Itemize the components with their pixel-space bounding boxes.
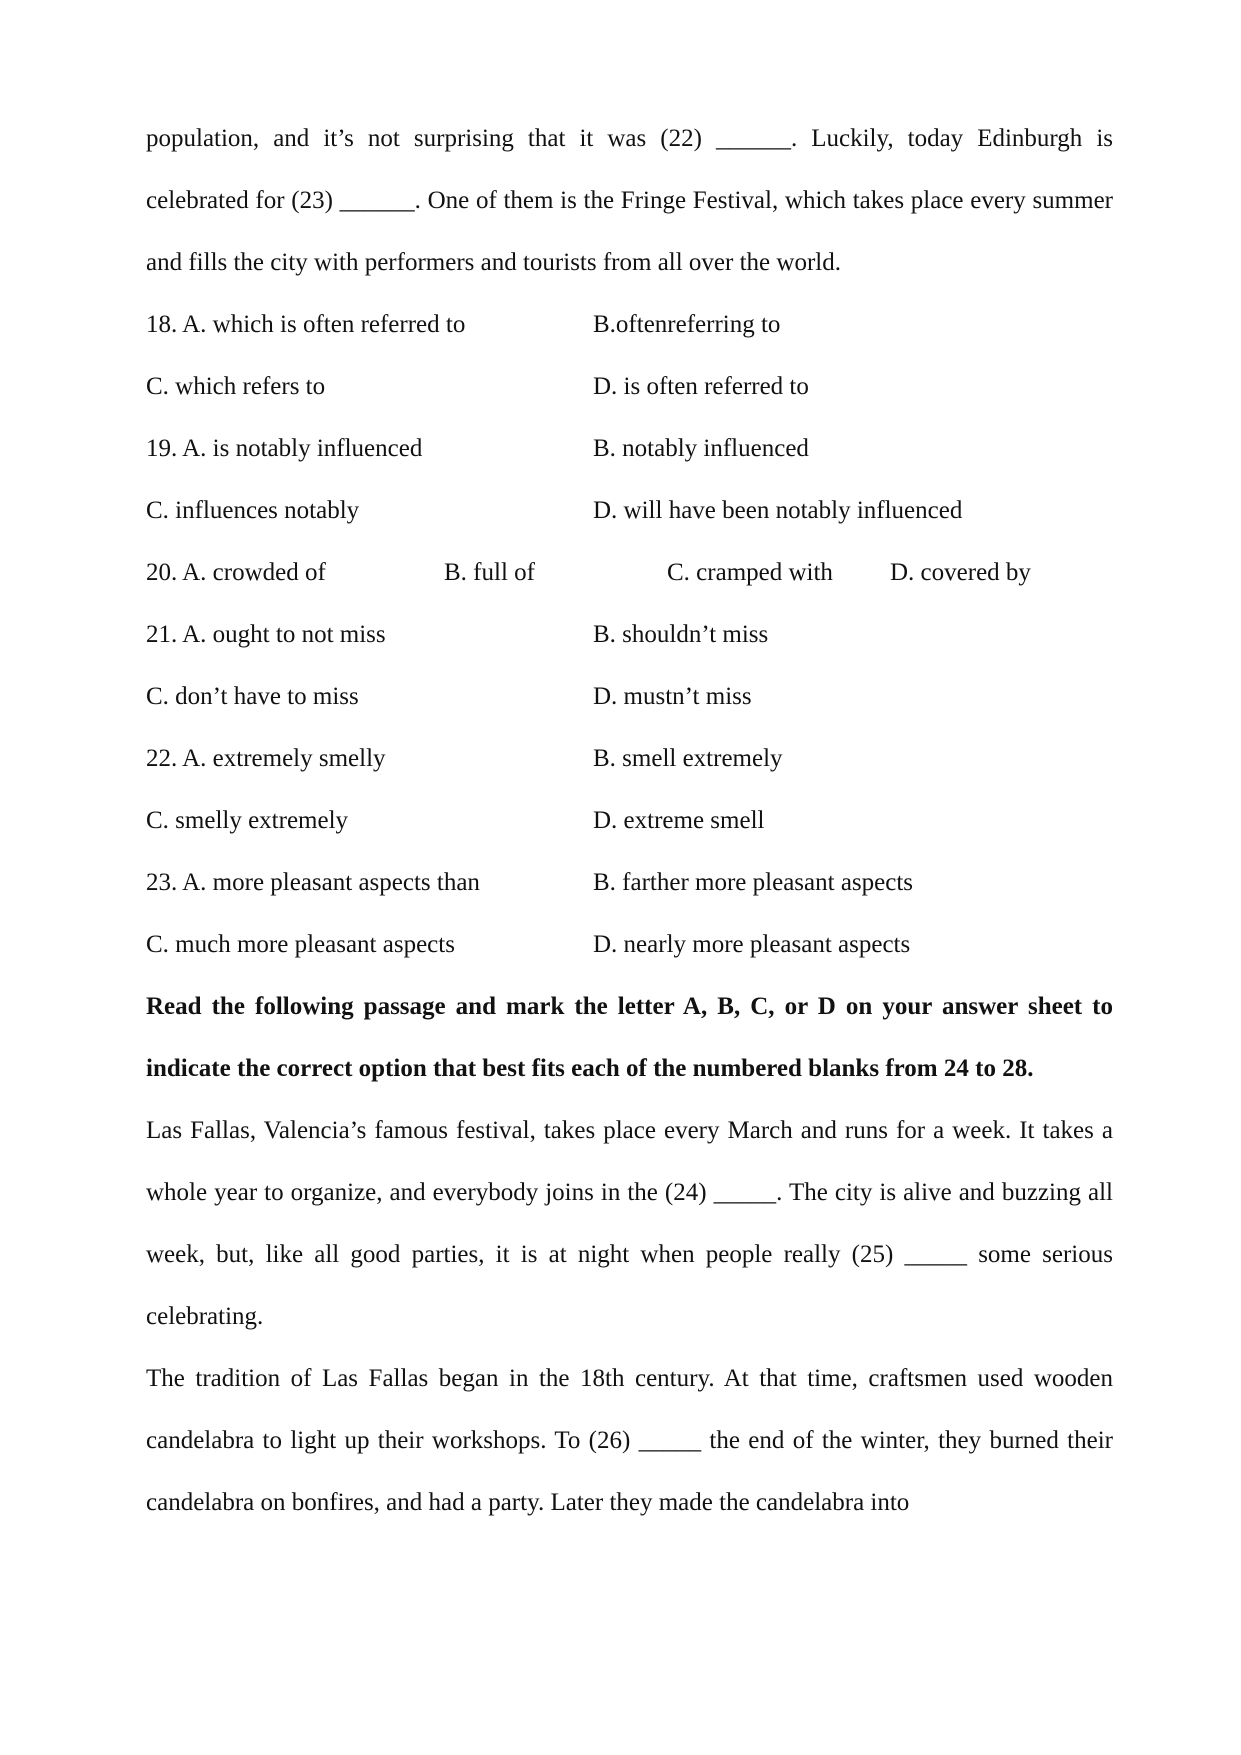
question-21-row-2 — [146, 666, 1113, 728]
question-20-option-d: D. covered by — [890, 559, 1031, 586]
question-20-option-b: B. full of — [444, 559, 535, 586]
question-19-option-a: 19. A. is notably influenced — [146, 435, 423, 462]
question-19-option-c: C. influences notably — [146, 497, 360, 524]
question-18-row-2 — [146, 356, 1113, 418]
las-fallas-paragraph-1: Las Fallas, Valencia’s famous festival, takes place every March and runs for a week. It takes a whole year to organize, and everybody joins in the (24) _____. The city is alive and buzzing all week, but, like all good parties, it is at night when people really (25) _____ some serious celebrating. — [146, 1117, 1113, 1330]
question-22-row-1 — [146, 728, 1113, 790]
question-21-option-a: 21. A. ought to not miss — [146, 621, 386, 648]
question-20-option-c: C. cramped with — [667, 559, 833, 586]
question-23-option-a: 23. A. more pleasant aspects than — [146, 869, 480, 896]
question-18-row-1 — [146, 294, 1113, 356]
page-content — [146, 108, 1113, 1534]
question-22-option-a: 22. A. extremely smelly — [146, 745, 386, 772]
question-19-option-d: D. will have been notably influenced — [593, 497, 963, 524]
question-20-row — [146, 542, 1113, 604]
question-23-row-2 — [146, 914, 1113, 976]
question-23-option-c: C. much more pleasant aspects — [146, 931, 455, 958]
question-19-row-1 — [146, 418, 1113, 480]
question-19-option-b: B. notably influenced — [593, 435, 809, 462]
question-18-option-d: D. is often referred to — [593, 373, 809, 400]
question-21-option-d: D. mustn’t miss — [593, 683, 752, 710]
question-18-option-b: B.oftenreferring to — [593, 311, 781, 338]
question-20-option-a: 20. A. crowded of — [146, 559, 326, 586]
question-18-option-c: C. which refers to — [146, 373, 326, 400]
question-18-option-a: 18. A. which is often referred to — [146, 311, 466, 338]
las-fallas-paragraph-2: The tradition of Las Fallas began in the 18th century. At that time, craftsmen used wooden candelabra to light up their workshops. To (26) _____ the end of the winter, they burned their candelabra on bonfires, and had a party. Later they made the candelabra into — [146, 1365, 1113, 1516]
question-22-option-d: D. extreme smell — [593, 807, 765, 834]
question-23-row-1 — [146, 852, 1113, 914]
question-19-row-2 — [146, 480, 1113, 542]
question-22-row-2 — [146, 790, 1113, 852]
passage-continuation-paragraph: population, and it’s not surprising that it was (22) ______. Luckily, today Edinburgh is celebrated for (23) ______. One of them is the Fringe Festival, which takes place every summer and fills the city with performers and tourists from all over the world. — [146, 125, 1113, 276]
question-23-option-b: B. farther more pleasant aspects — [593, 869, 914, 896]
question-23-option-d: D. nearly more pleasant aspects — [593, 931, 911, 958]
question-21-option-c: C. don’t have to miss — [146, 683, 359, 710]
section-instruction: Read the following passage and mark the letter A, B, C, or D on your answer sheet to indicate the correct option that best fits each of the numbered blanks from 24 to 28. — [146, 993, 1113, 1082]
question-22-option-b: B. smell extremely — [593, 745, 783, 772]
question-21-option-b: B. shouldn’t miss — [593, 621, 769, 648]
question-22-option-c: C. smelly extremely — [146, 807, 349, 834]
question-21-row-1 — [146, 604, 1113, 666]
